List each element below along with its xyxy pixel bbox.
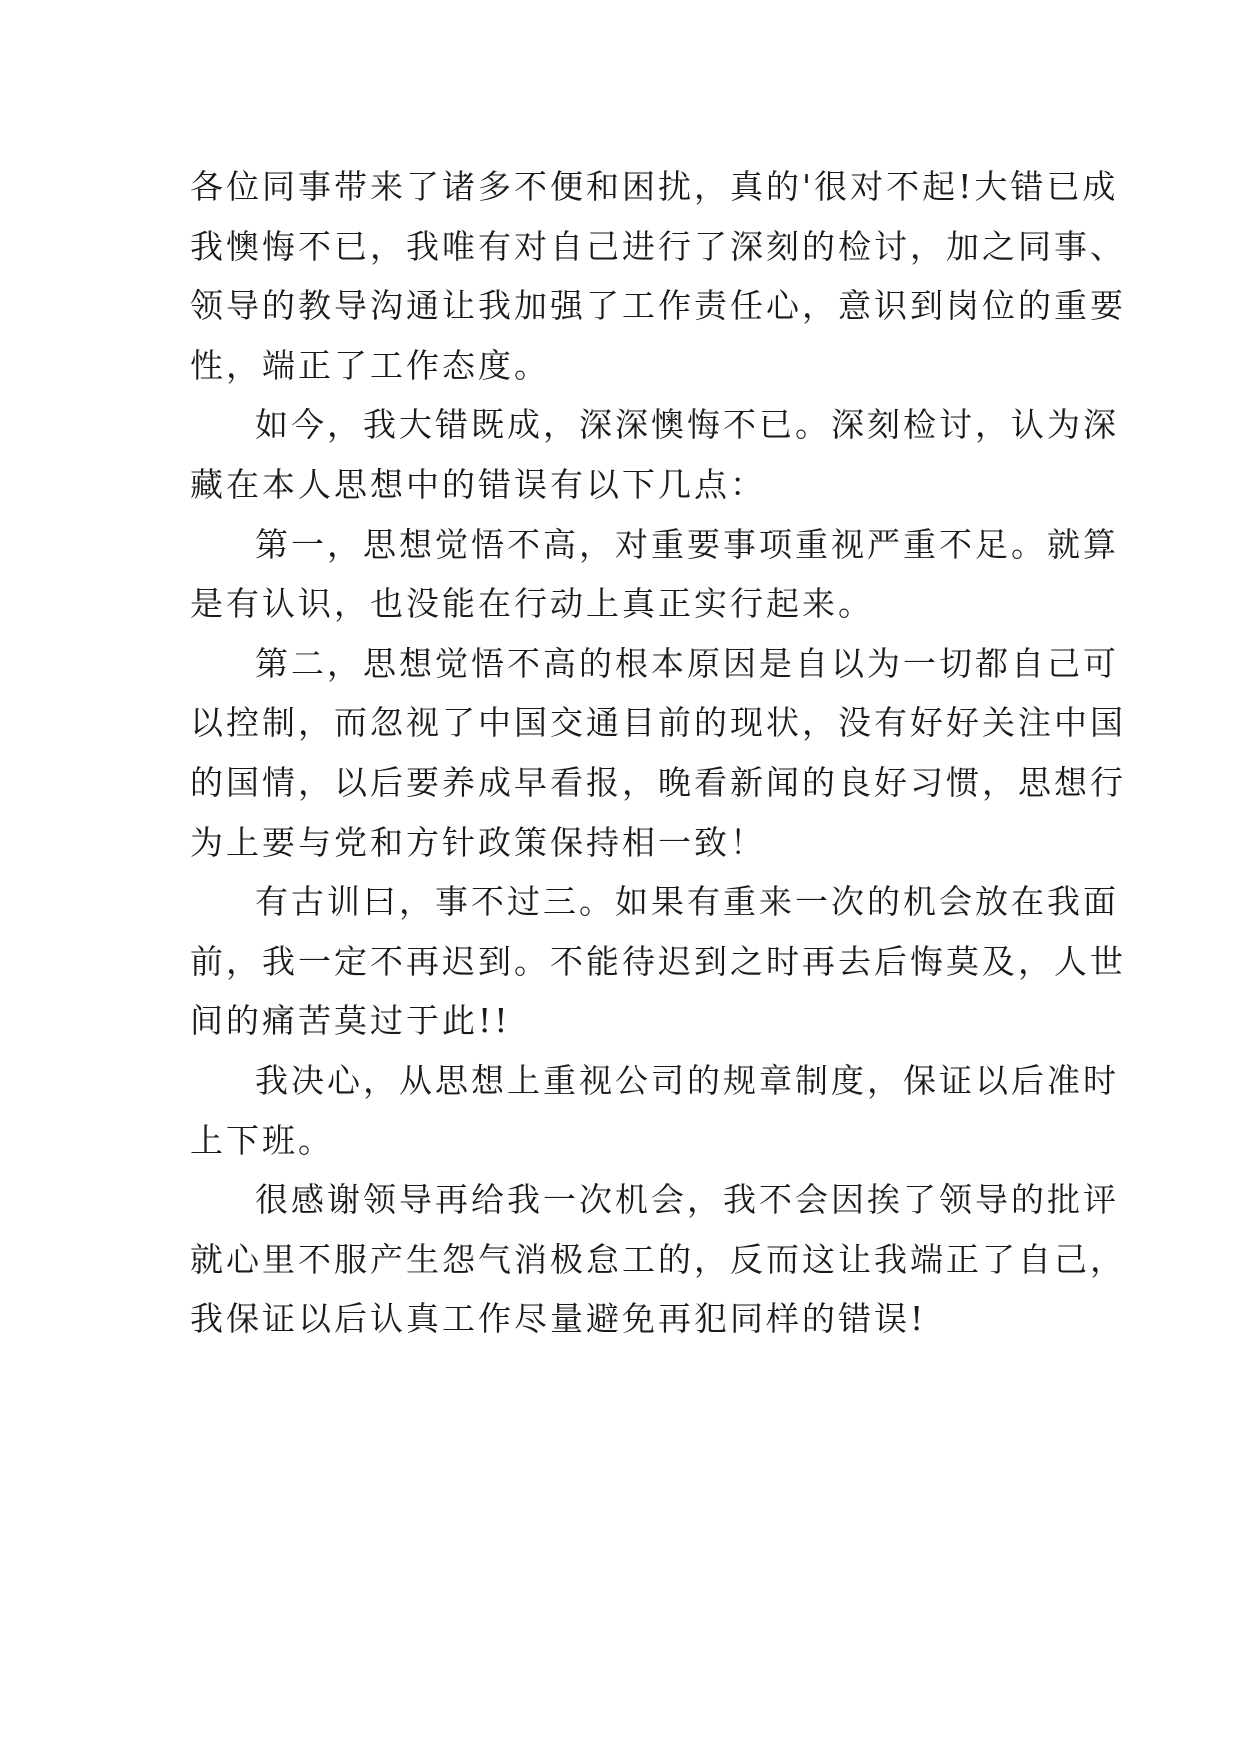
text-line: 藏在本人思想中的错误有以下几点： [190, 464, 766, 504]
paragraph-first-line: 我决心，从思想上重视公司的规章制度，保证以后准时 [255, 1060, 1119, 1100]
text-line: 就心里不服产生怨气消极怠工的，反而这让我端正了自己， [190, 1239, 1126, 1279]
text-line: 领导的教导沟通让我加强了工作责任心，意识到岗位的重要 [190, 286, 1126, 326]
text-line: 的国情，以后要养成早看报，晚看新闻的良好习惯，思想行 [190, 762, 1126, 802]
paragraph-first-line: 很感谢领导再给我一次机会，我不会因挨了领导的批评 [255, 1180, 1119, 1220]
text-line: 我保证以后认真工作尽量避免再犯同样的错误! [190, 1299, 927, 1339]
text-line: 前，我一定不再迟到。不能待迟到之时再去后悔莫及，人世 [190, 941, 1126, 981]
document-body [190, 157, 1126, 1349]
paragraph-first-line: 有古训曰，事不过三。如果有重来一次的机会放在我面 [255, 882, 1119, 922]
text-line: 以控制，而忽视了中国交通目前的现状，没有好好关注中国 [190, 703, 1126, 743]
text-line: 为上要与党和方针政策保持相一致！ [190, 822, 766, 862]
text-line: 上下班。 [190, 1120, 334, 1160]
text-line: 是有认识，也没能在行动上真正实行起来。 [190, 584, 874, 624]
text-line: 我懊悔不已，我唯有对自己进行了深刻的检讨，加之同事、 [190, 226, 1126, 266]
paragraph-first-line: 第一，思想觉悟不高，对重要事项重视严重不足。就算 [255, 524, 1119, 564]
text-line: 各位同事带来了诸多不便和困扰，真的'很对不起!大错已成 [190, 167, 1119, 206]
paragraph-first-line: 如今，我大错既成，深深懊悔不已。深刻检讨，认为深 [255, 405, 1119, 445]
text-line: 性，端正了工作态度。 [190, 345, 550, 385]
text-line: 间的痛苦莫过于此!! [190, 1001, 511, 1041]
paragraph-first-line: 第二，思想觉悟不高的根本原因是自以为一切都自己可 [255, 643, 1119, 683]
